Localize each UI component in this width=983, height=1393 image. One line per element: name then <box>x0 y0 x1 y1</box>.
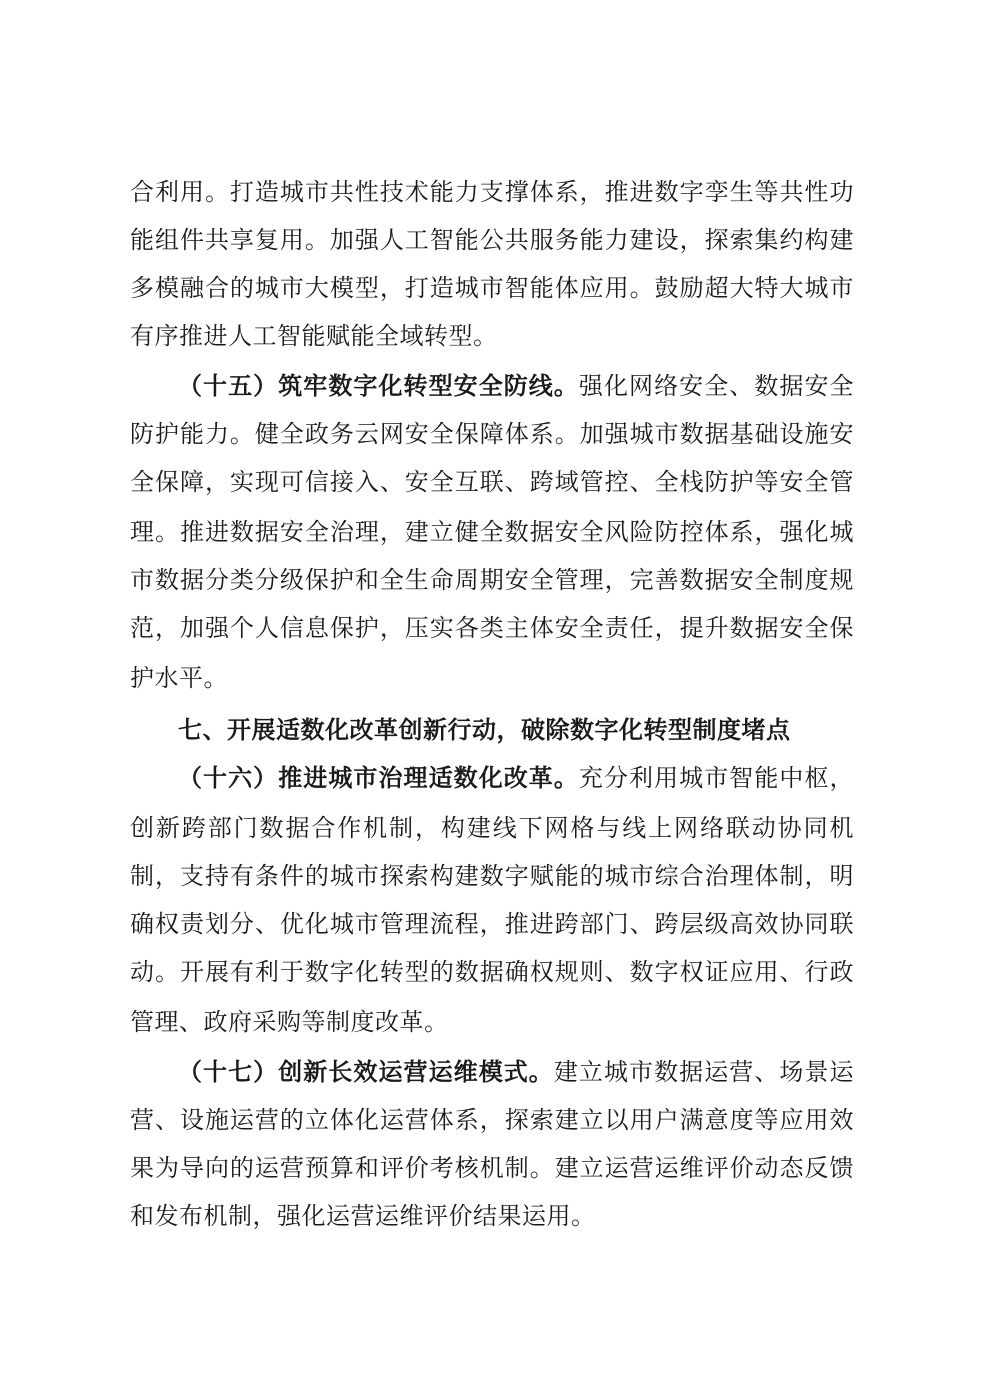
text-line: 果为导向的运营预算和评价考核机制。建立运营运维评价动态反馈 <box>130 1154 854 1182</box>
text-line: 防护能力。健全政务云网安全保障体系。加强城市数据基础设施安 <box>130 420 854 448</box>
paragraph-first-line <box>178 1052 854 1092</box>
text-line: 合利用。打造城市共性技术能力支撑体系，推进数字孪生等共性功 <box>130 178 854 206</box>
text-line: 全保障，实现可信接入、安全互联、跨域管控、全栈防护等安全管 <box>130 468 854 496</box>
text-line: 制，支持有条件的城市探索构建数字赋能的城市综合治理体制，明 <box>130 862 854 890</box>
text-line: 护水平。 <box>130 664 228 692</box>
text-line: 动。开展有利于数字化转型的数据确权规则、数字权证应用、行政 <box>130 958 854 986</box>
section-heading: 七、开展适数化改革创新行动，破除数字化转型制度堵点 <box>178 716 791 744</box>
text-line: 有序推进人工智能赋能全域转型。 <box>130 322 498 350</box>
text-line: 确权责划分、优化城市管理流程，推进跨部门、跨层级高效协同联 <box>130 910 854 938</box>
text-line: 多模融合的城市大模型，打造城市智能体应用。鼓励超大特大城市 <box>130 274 854 302</box>
section-lead: （十六）推进城市治理适数化改革。 <box>178 764 579 792</box>
text-line: 能组件共享复用。加强人工智能公共服务能力建设，探索集约构建 <box>130 226 854 254</box>
text-line: 营、设施运营的立体化运营体系，探索建立以用户满意度等应用效 <box>130 1106 854 1134</box>
text-line: 管理、政府采购等制度改革。 <box>130 1008 449 1036</box>
text-line: 创新跨部门数据合作机制，构建线下网格与线上网络联动协同机 <box>130 814 854 842</box>
text-line: 市数据分类分级保护和全生命周期安全管理，完善数据安全制度规 <box>130 566 854 594</box>
text-run: 建立城市数据运营、场景运 <box>553 1058 855 1086</box>
paragraph-first-line <box>178 758 854 798</box>
section-lead: （十五）筑牢数字化转型安全防线。 <box>178 372 579 400</box>
text-line: 范，加强个人信息保护，压实各类主体安全责任，提升数据安全保 <box>130 614 854 642</box>
text-run: 充分利用城市智能中枢， <box>578 764 854 792</box>
text-line: 理。推进数据安全治理，建立健全数据安全风险防控体系，强化城 <box>130 518 854 546</box>
text-run: 强化网络安全、数据安全 <box>578 372 854 400</box>
section-lead: （十七）创新长效运营运维模式。 <box>178 1058 554 1086</box>
paragraph-first-line <box>178 366 854 406</box>
text-line: 和发布机制，强化运营运维评价结果运用。 <box>130 1202 596 1230</box>
